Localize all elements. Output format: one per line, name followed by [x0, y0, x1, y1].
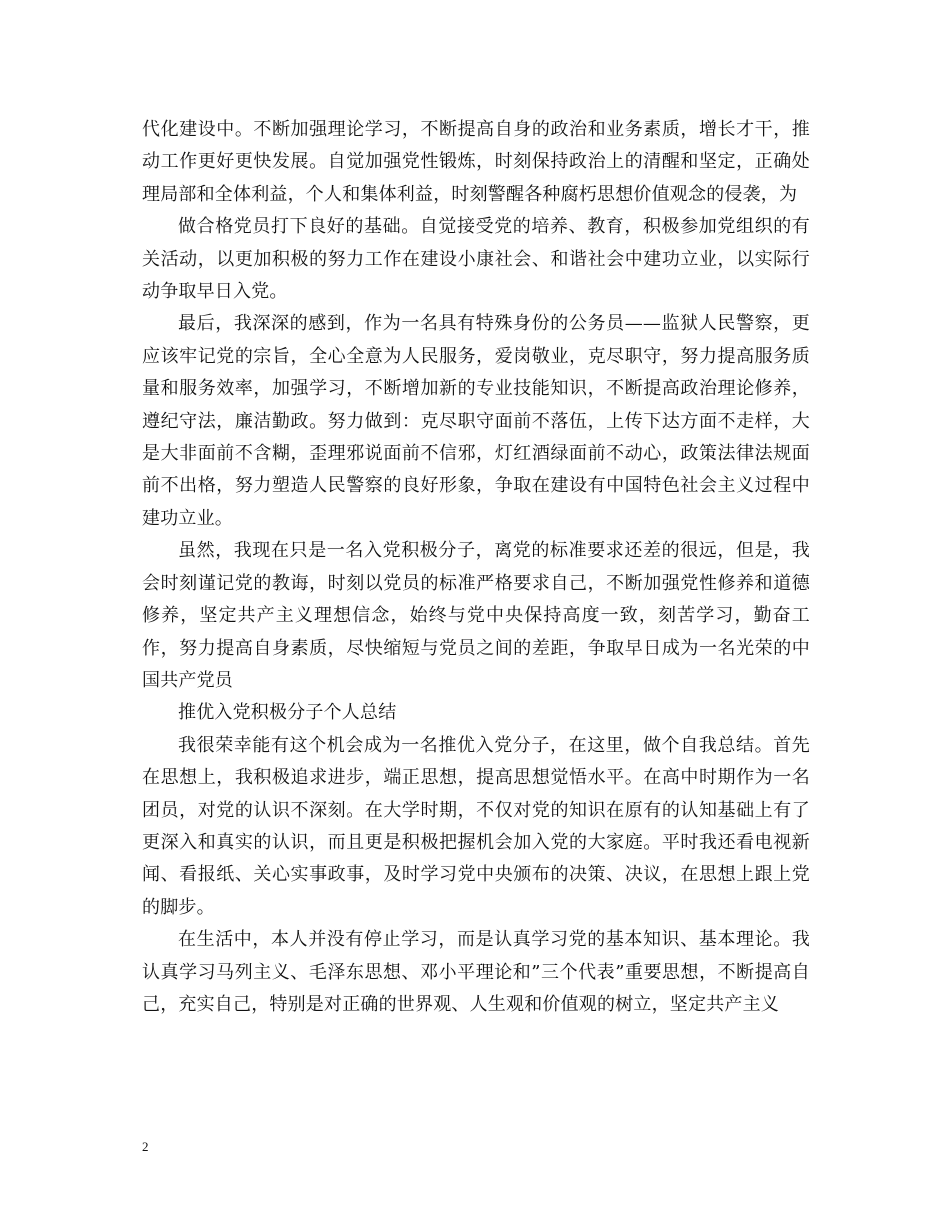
- paragraph-continuation: 代化建设中。不断加强理论学习，不断提高自身的政治和业务素质，增长才干，推动工作更好更快发展。自觉加强党性锻炼，时刻保持政治上的清醒和坚定，正确处理局部和全体利益，个人和集体利益，时刻警醒各种腐朽思想价值观念的侵袭，为: [142, 119, 810, 205]
- section-heading-summary: 推优入党积极分子个人总结: [178, 702, 397, 724]
- page-number: 2: [142, 1139, 149, 1154]
- paragraph-activist-commitment: 虽然，我现在只是一名入党积极分子，离党的标准要求还差的很远，但是，我会时刻谨记党的教诲，时刻以党员的标准严格要求自己，不断加强党性修养和道德修养，坚定共产主义理想信念，始终与党中央保持高度一致，刻苦学习，勤奋工作，努力提高自身素质，尽快缩短与党员之间的差距，争取早日成为一名光荣的中国共产党员: [142, 540, 810, 691]
- paragraph-life-study: 在生活中，本人并没有停止学习，而是认真学习党的基本知识、基本理论。我认真学习马列主义、毛泽东思想、邓小平理论和”三个代表”重要思想，不断提高自己，充实自己，特别是对正确的世界观、人生观和价值观的树立，坚定共产主义: [142, 929, 810, 1015]
- paragraph-thought-progress: 我很荣幸能有这个机会成为一名推优入党分子，在这里，做个自我总结。首先在思想上，我积极追求进步，端正思想，提高思想觉悟水平。在高中时期作为一名团员，对党的认识不深刻。在大学时期，不仅对党的知识在原有的认知基础上有了更深入和真实的认识，而且更是积极把握机会加入党的大家庭。平时我还看电视新闻、看报纸、关心实事政事，及时学习党中央颁布的决策、决议，在思想上跟上党的脚步。: [142, 734, 810, 918]
- paragraph-party-member-foundation: 做合格党员打下良好的基础。自觉接受党的培养、教育，积极参加党组织的有关活动，以更加积极的努力工作在建设小康社会、和谐社会中建功立业，以实际行动争取早日入党。: [142, 216, 810, 303]
- document-body: [142, 114, 810, 1021]
- paragraph-police-duty: 最后，我深深的感到，作为一名具有特殊身份的公务员——监狱人民警察，更应该牢记党的宗旨，全心全意为人民服务，爱岗敬业，克尽职守，努力提高服务质量和服务效率，加强学习，不断增加新的专业技能知识，不断提高政治理论修养，遵纪守法，廉洁勤政。努力做到：克尽职守面前不落伍，上传下达方面不走样，大是大非面前不含糊，歪理邪说面前不信邪，灯红酒绿面前不动心，政策法律法规面前不出格，努力塑造人民警察的良好形象，争取在建设有中国特色社会主义过程中建功立业。: [142, 313, 810, 529]
